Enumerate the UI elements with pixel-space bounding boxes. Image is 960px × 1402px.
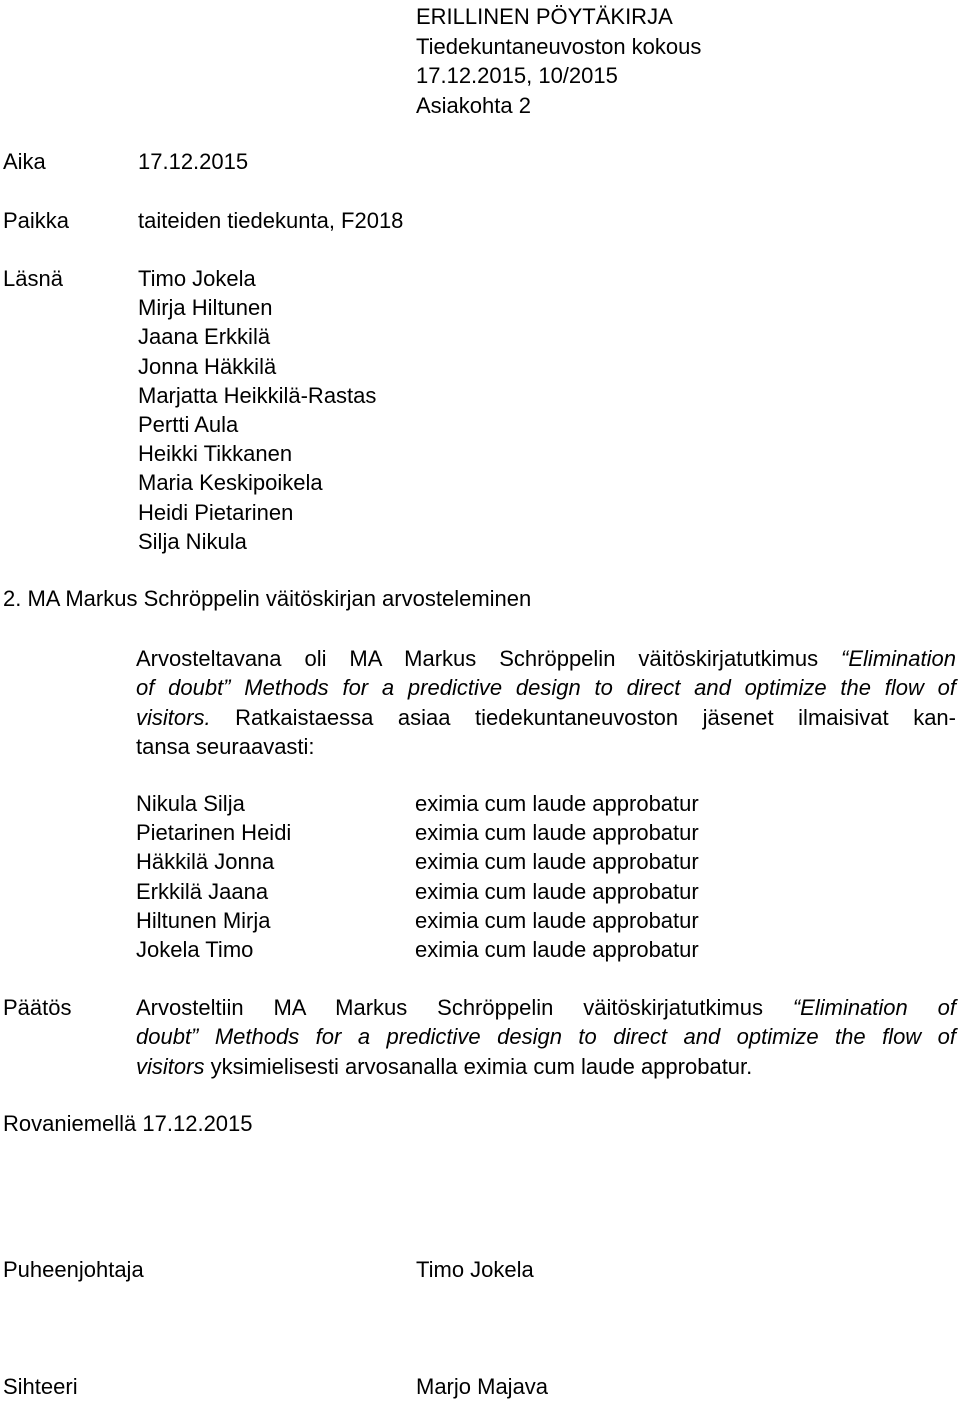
thesis-title-part: visitors — [136, 1053, 205, 1079]
time-value: 17.12.2015 — [138, 149, 249, 174]
intro-text: Ratkaistaessa asiaa tiedekuntaneuvoston jäsenet ilmaisivat kan- — [210, 704, 956, 730]
attendee: Marjatta Heikkilä-Rastas — [138, 382, 377, 408]
thesis-title-part: of doubt” Methods for a predictive design to direct and optimize the flow of — [136, 675, 956, 701]
attendee: Jonna Häkkilä — [138, 353, 277, 379]
vote-grade: eximia cum laude approbatur — [415, 907, 699, 933]
intro-line-4 — [136, 732, 956, 761]
chair-label: Puheenjohtaja — [3, 1257, 144, 1282]
document-header — [416, 2, 701, 120]
vote-grade: eximia cum laude approbatur — [415, 820, 699, 846]
secretary-label: Sihteeri — [3, 1374, 78, 1399]
voter-name: Pietarinen Heidi — [136, 820, 292, 846]
attendee: Heidi Pietarinen — [138, 499, 294, 525]
intro-paragraph — [136, 644, 956, 761]
chair-name: Timo Jokela — [416, 1257, 534, 1282]
voter-name: Erkkilä Jaana — [136, 878, 269, 904]
intro-line-1 — [136, 644, 956, 673]
attendee-list — [138, 264, 376, 556]
thesis-title-part: “Elimination of — [792, 995, 957, 1020]
intro-line-2 — [136, 673, 956, 702]
vote-grade: eximia cum laude approbatur — [415, 936, 699, 962]
vote-grade: eximia cum laude approbatur — [415, 791, 699, 816]
thesis-title-part: doubt” Methods for a predictive design to direct and optimize the flow of — [136, 1024, 956, 1050]
decision-text: Arvosteltiin MA Markus Schröppelin väitöskirjatutkimus — [136, 995, 763, 1020]
thesis-title-part: visitors. — [136, 704, 211, 730]
voter-name: Nikula Silja — [136, 791, 245, 816]
agenda-item: Asiakohta 2 — [416, 92, 531, 118]
attendee: Jaana Erkkilä — [138, 324, 271, 350]
document-type: ERILLINEN PÖYTÄKIRJA — [416, 4, 673, 29]
decision-line-1 — [136, 993, 956, 1022]
attendee: Pertti Aula — [138, 411, 239, 437]
vote-names — [136, 789, 291, 964]
decision-text: yksimielisesti arvosanalla eximia cum laude approbatur. — [204, 1053, 753, 1079]
present-label: Läsnä — [3, 266, 63, 291]
intro-text: tansa seuraavasti: — [136, 733, 315, 759]
attendee: Silja Nikula — [138, 528, 247, 554]
meeting-name: Tiedekuntaneuvoston kokous — [416, 33, 702, 59]
decision-paragraph — [136, 993, 956, 1081]
voter-name: Jokela Timo — [136, 936, 254, 962]
vote-grades — [415, 789, 699, 964]
place-value: taiteiden tiedekunta, F2018 — [138, 208, 404, 233]
decision-line-3 — [136, 1052, 956, 1081]
intro-line-3 — [136, 703, 956, 732]
attendee: Mirja Hiltunen — [138, 295, 273, 321]
decision-line-2 — [136, 1022, 956, 1051]
intro-text: Arvosteltavana oli MA Markus Schröppelin väitöskirjatutkimus — [136, 646, 819, 671]
attendee: Heikki Tikkanen — [138, 441, 293, 467]
voter-name: Hiltunen Mirja — [136, 907, 271, 933]
place-label: Paikka — [3, 208, 70, 233]
meeting-date-number: 17.12.2015, 10/2015 — [416, 63, 618, 88]
vote-grade: eximia cum laude approbatur — [415, 878, 699, 904]
vote-grade: eximia cum laude approbatur — [415, 849, 699, 875]
voter-name: Häkkilä Jonna — [136, 849, 275, 875]
decision-label: Päätös — [3, 995, 72, 1020]
time-label: Aika — [3, 149, 46, 174]
attendee: Timo Jokela — [138, 266, 256, 291]
secretary-name: Marjo Majava — [416, 1374, 549, 1399]
section-title: 2. MA Markus Schröppelin väitöskirjan arvosteleminen — [3, 586, 532, 611]
attendee: Maria Keskipoikela — [138, 470, 323, 496]
place-date: Rovaniemellä 17.12.2015 — [3, 1111, 253, 1136]
thesis-title-part: “Elimination — [841, 646, 956, 671]
